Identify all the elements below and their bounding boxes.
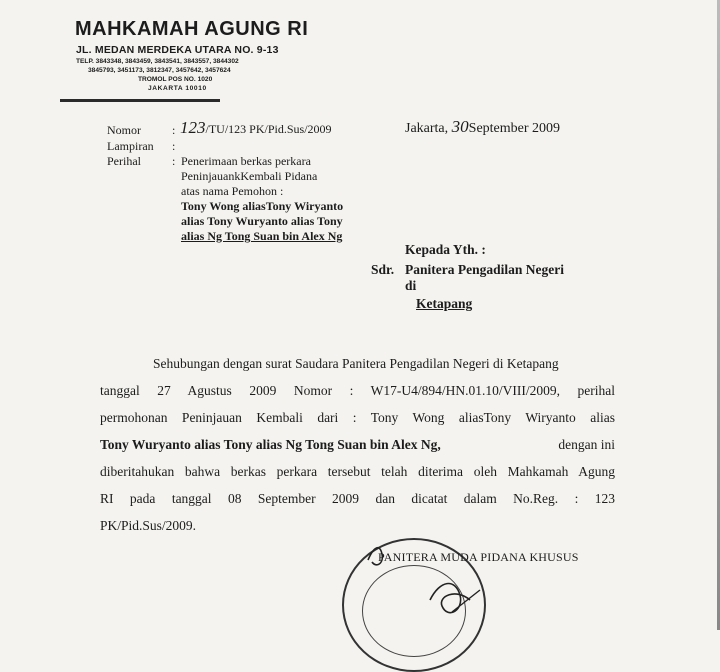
body-line: permohonan Peninjauan Kembali dari : Tony Wong aliasTony Wiryanto alias xyxy=(100,410,615,425)
perihal-label: Perihal xyxy=(107,154,141,168)
letter-date xyxy=(405,117,560,137)
perihal-line: PeninjauankKembali Pidana xyxy=(181,169,318,183)
body-line: Sehubungan dengan surat Saudara Panitera Pengadilan Negeri di Ketapang xyxy=(153,356,559,371)
recipient-greeting: Kepada Yth. : xyxy=(405,242,486,257)
nomor-sep: : xyxy=(172,123,176,137)
body-line-names xyxy=(100,437,615,453)
body-line: PK/Pid.Sus/2009. xyxy=(100,518,197,533)
letterhead-address: JL. MEDAN MERDEKA UTARA NO. 9-13 xyxy=(76,44,279,56)
recipient-di: di xyxy=(405,278,417,293)
body-line: diberitahukan bahwa berkas perkara tersebut telah diterima oleh Mahkamah Agung xyxy=(100,464,615,479)
body-line: tanggal 27 Agustus 2009 Nomor : W17-U4/894/HN.01.10/VIII/2009, perihal xyxy=(100,383,615,398)
nomor-handwritten: 123 xyxy=(180,118,206,137)
lampiran-label: Lampiran xyxy=(107,139,154,153)
perihal-sep: : xyxy=(172,154,176,168)
recipient-city: Ketapang xyxy=(416,296,473,311)
letterhead-rule xyxy=(60,99,220,102)
nomor-label: Nomor xyxy=(107,123,141,137)
nomor-value xyxy=(180,118,332,138)
letterhead-org: MAHKAMAH AGUNG RI xyxy=(75,18,309,40)
letterhead-city: JAKARTA 10010 xyxy=(148,85,207,92)
body-line: RI pada tanggal 08 September 2009 dan dicatat dalam No.Reg. : 123 xyxy=(100,491,615,506)
recipient-title: Panitera Pengadilan Negeri xyxy=(405,262,564,277)
perihal-line: Penerimaan berkas perkara xyxy=(181,154,311,168)
perihal-name-line: Tony Wong aliasTony Wiryanto xyxy=(181,199,344,213)
perihal-line: atas nama Pemohon : xyxy=(181,184,284,198)
body-names-bold: Tony Wuryanto alias Tony alias Ng Tong Suan bin Alex Ng, xyxy=(100,437,441,452)
date-place: Jakarta, xyxy=(405,121,449,136)
lampiran-sep: : xyxy=(172,139,176,153)
recipient-prefix: Sdr. xyxy=(371,262,395,277)
nomor-typed: /TU/123 PK/Pid.Sus/2009 xyxy=(205,122,332,136)
perihal-name-line: alias Tony Wuryanto alias Tony xyxy=(181,214,343,228)
signature-title: PANITERA MUDA PIDANA KHUSUS xyxy=(378,550,579,564)
letterhead-pobox: TROMOL POS NO. 1020 xyxy=(138,76,213,83)
letterhead-phone-2: 3845793, 3451173, 3812347, 3457642, 3457624 xyxy=(88,67,231,74)
letterhead-phone-1: TELP. 3843348, 3843459, 3843541, 3843557, 3844302 xyxy=(76,58,239,65)
perihal-name-line: alias Ng Tong Suan bin Alex Ng xyxy=(181,229,343,243)
body-line4-rest: dengan ini xyxy=(558,437,615,452)
date-month-year: September 2009 xyxy=(468,121,561,136)
date-day-handwritten: 30 xyxy=(451,117,469,136)
